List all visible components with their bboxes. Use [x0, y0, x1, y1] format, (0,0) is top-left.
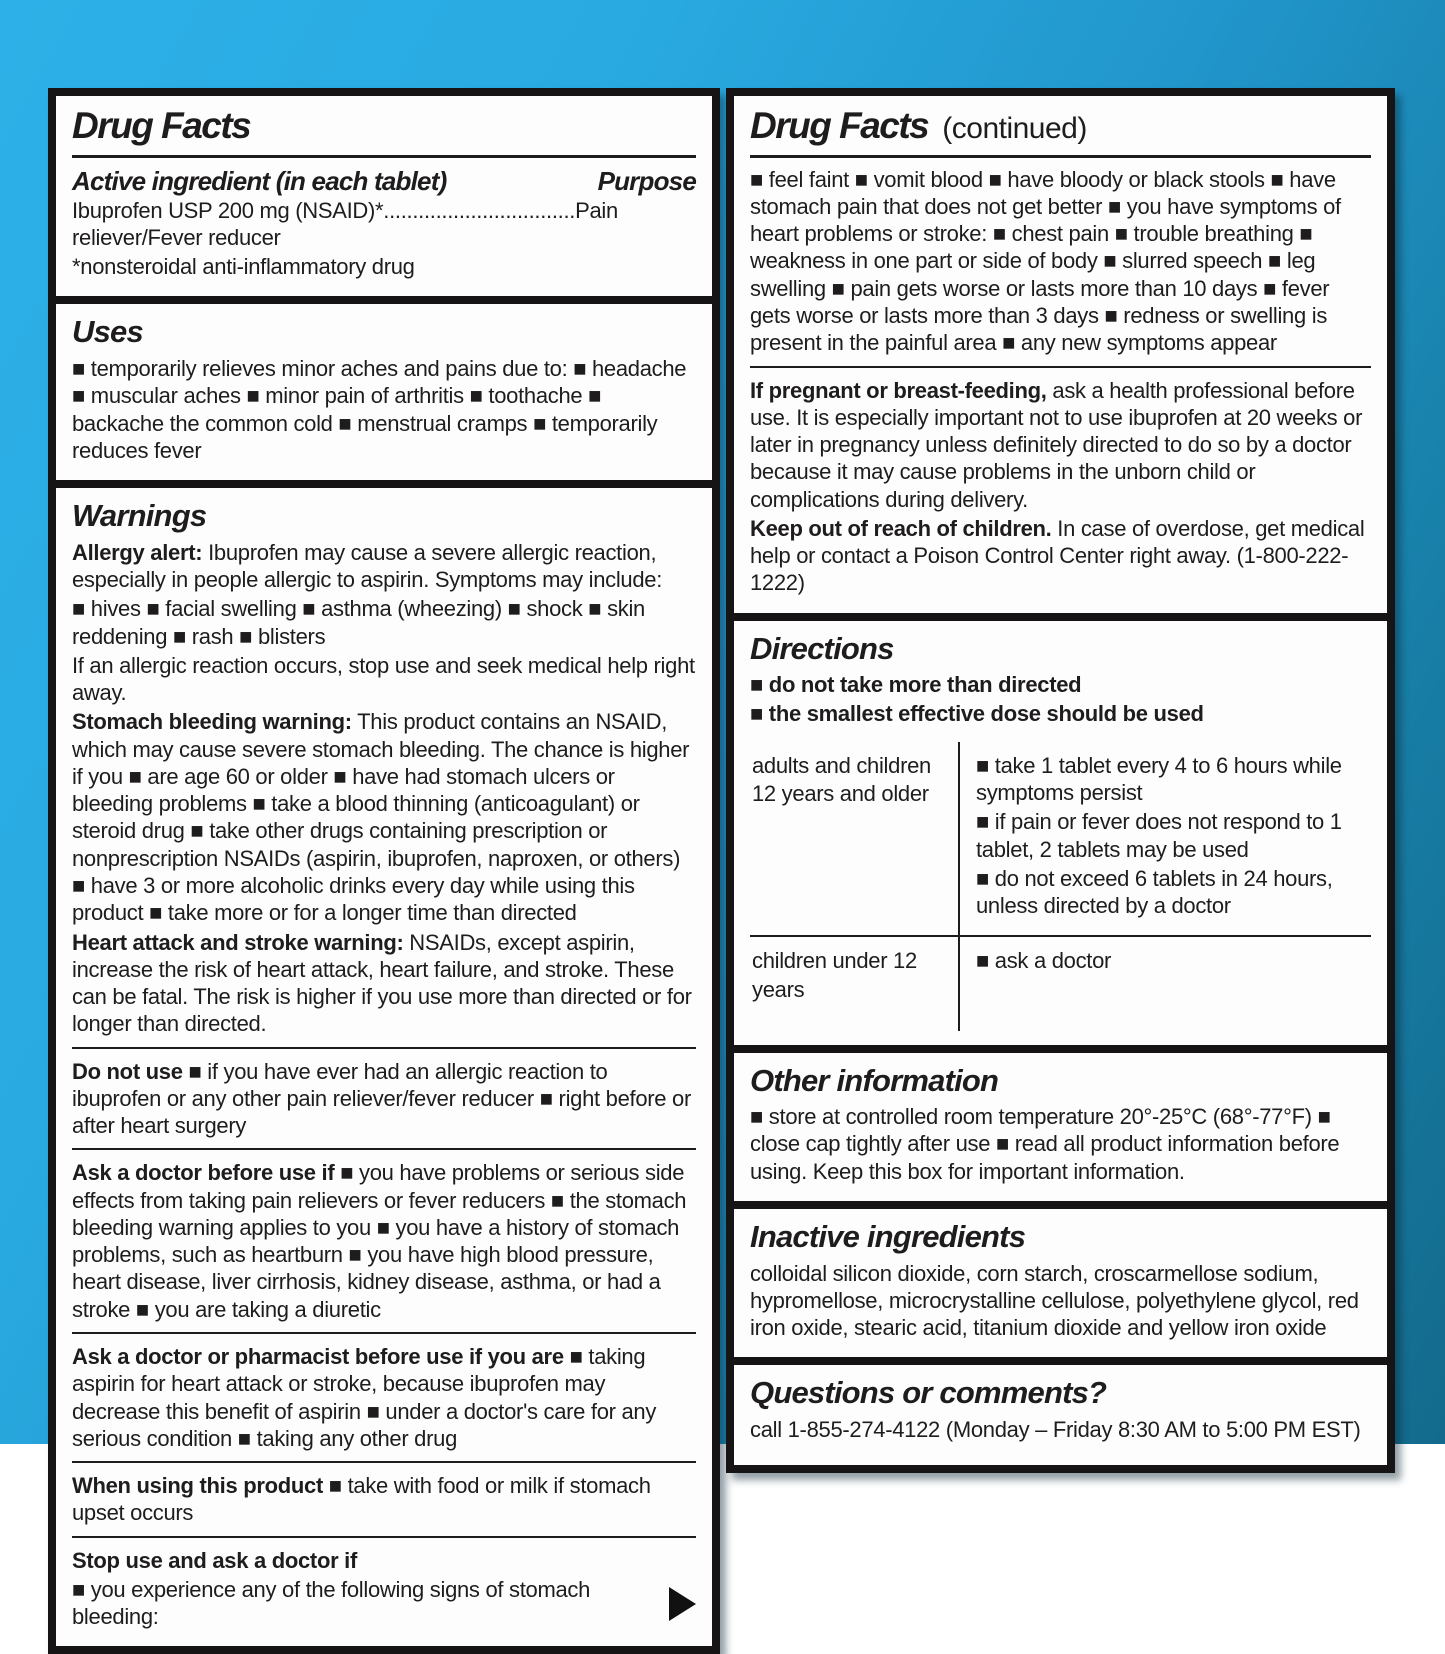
continued-bullets: ■ feel faint ■ vomit blood ■ have bloody or black stools ■ have stomach pain that does not get better ■ you have symptoms of heart problems or stroke: ■ chest pain ■ trouble breathing ■ weakness in one part or side of body ■ slurred speech ■ leg swelling ■ pain gets worse or lasts more than 10 days ■ fever gets worse or lasts more than 3 days ■ redness or swelling is present in the painful area ■ any new symptoms appear: [750, 166, 1341, 356]
allergy-reaction-note: If an allergic reaction occurs, stop use and seek medical help right away.: [72, 652, 695, 706]
uses-title: Uses: [72, 314, 143, 350]
drug-facts-continued-title: [750, 106, 1371, 147]
inactive-ingredients-section: [726, 1201, 1395, 1365]
divider: [72, 1148, 696, 1150]
uses-section: [48, 296, 720, 488]
active-ingredient-header-row: [72, 166, 696, 197]
directions-section: [726, 613, 1395, 1053]
active-ingredient-footnote: *nonsteroidal anti-inflammatory drug: [72, 254, 415, 280]
dosage-group-adults: adults and children 12 years and older: [752, 752, 931, 807]
table-row: [750, 937, 1371, 1030]
dosage-children-instructions: [958, 937, 1371, 1030]
do-not-use-paragraph: [72, 1058, 696, 1140]
dosage-adults-bullet-3: ■ do not exceed 6 tablets in 24 hours, unless directed by a doctor: [976, 865, 1333, 919]
questions-text: call 1-855-274-4122 (Monday – Friday 8:30 AM to 5:00 PM EST): [750, 1417, 1361, 1443]
allergy-symptoms-bullets: ■ hives ■ facial swelling ■ asthma (wheezing) ■ shock ■ skin reddening ■ rash ■ blisters: [72, 596, 645, 649]
stop-use-row: [72, 1576, 696, 1633]
directions-bullet-1: ■ do not take more than directed: [750, 672, 1082, 698]
stomach-bleeding-text: This product contains an NSAID, which may cause severe stomach bleeding. The chance is higher if you ■ are age 60 or older ■ have had stomach ulcers or bleeding problems ■ take a blood thinning (anticoagulant) or steroid drug ■ take other drugs containing prescription or nonprescription NSAIDs (aspirin, ibuprofen, naproxen, or others) ■ have 3 or more alcoholic drinks every day while using this product ■ take more or for a longer time than directed: [72, 709, 690, 926]
directions-title: Directions: [750, 630, 894, 666]
warnings-section: [48, 480, 720, 1654]
dosage-adults-instructions: [958, 742, 1371, 936]
stop-use-text: ■ you experience any of the following signs of stomach bleeding:: [72, 1576, 591, 1630]
right-column: [726, 88, 1395, 1473]
drug-facts-continued-section: [726, 88, 1395, 621]
allergy-alert-text: Ibuprofen may cause a severe allergic reaction, especially in people allergic to aspirin. Symptoms may include:: [72, 539, 663, 593]
pregnant-paragraph: [750, 377, 1371, 513]
inactive-ingredients-title: Inactive ingredients: [750, 1218, 1026, 1254]
when-using-paragraph: [72, 1472, 696, 1527]
other-information-section: [726, 1045, 1395, 1209]
other-information-text: ■ store at controlled room temperature 20°-25°C (68°-77°F) ■ close cap tightly after use ■ read all product information before using. Keep this box for important information.: [750, 1104, 1340, 1184]
pregnant-lead: If pregnant or breast-feeding,: [750, 377, 1047, 403]
ask-pharmacist-text: ■ taking aspirin for heart attack or stroke, because ibuprofen may decrease this benefit of aspirin ■ under a doctor's care for any serious condition ■ taking any other drug: [72, 1344, 657, 1451]
do-not-use-text: ■ if you have ever had an allergic reaction to ibuprofen or any other pain reliever/fever reducer ■ right before or after heart surgery: [72, 1058, 692, 1139]
divider: [750, 155, 1371, 158]
drug-facts-continued-title-main: Drug Facts: [750, 105, 929, 146]
warnings-title: Warnings: [72, 498, 207, 534]
questions-section: [726, 1357, 1395, 1473]
ask-doctor-text: ■ you have problems or serious side effects from taking pain relievers or fever reducers ■ the stomach bleeding warning applies to you ■ you have a history of stomach problems, such as heartburn ■ you have high blood pressure, heart disease, liver cirrhosis, kidney disease, asthma, or had a stroke ■ you are taking a diuretic: [72, 1160, 687, 1322]
stomach-bleeding-paragraph: [72, 708, 696, 926]
divider: [750, 366, 1371, 368]
pregnant-text: ask a health professional before use. It is especially important not to use ibuprofen at 20 weeks or later in pregnancy unless definitely directed to do so by a doctor because it may cause problems in the unborn child or complications during delivery.: [750, 377, 1363, 512]
active-ingredient-row: Ibuprofen USP 200 mg (NSAID)*.................................Pain reliever/Fever reducer: [72, 197, 618, 250]
divider: [72, 155, 696, 158]
dosage-table: [750, 742, 1371, 1031]
ask-doctor-paragraph: [72, 1159, 696, 1323]
continuation-arrow-icon: [669, 1587, 696, 1621]
keep-out-lead: Keep out of reach of children.: [750, 515, 1052, 541]
directions-bullet-2: ■ the smallest effective dose should be used: [750, 701, 1204, 727]
heart-attack-lead: Heart attack and stroke warning:: [72, 929, 404, 955]
do-not-use-lead: Do not use: [72, 1058, 183, 1084]
inactive-ingredients-text: colloidal silicon dioxide, corn starch, croscarmellose sodium, hypromellose, microcrystalline cellulose, polyethylene glycol, red iron oxide, stearic acid, titanium dioxide and yellow iron oxide: [750, 1260, 1359, 1341]
when-using-lead: When using this product: [72, 1473, 323, 1499]
stomach-bleeding-lead: Stomach bleeding warning:: [72, 709, 352, 735]
dosage-group-children: children under 12 years: [752, 948, 917, 1002]
allergy-alert-lead: Allergy alert:: [72, 539, 203, 565]
keep-out-text: In case of overdose, get medical help or contact a Poison Control Center right away. (1-800-222-1222): [750, 515, 1365, 596]
continued-label: (continued): [942, 112, 1087, 145]
drug-facts-title: Drug Facts: [72, 105, 251, 146]
stop-use-lead: Stop use and ask a doctor if: [72, 1547, 357, 1573]
divider: [72, 1461, 696, 1463]
drug-facts-header-section: [48, 88, 720, 304]
left-column: [48, 88, 720, 1654]
active-ingredient-heading: Active ingredient (in each tablet): [72, 165, 447, 196]
dosage-adults-bullet-1: ■ take 1 tablet every 4 to 6 hours while symptoms persist: [976, 752, 1342, 806]
divider: [72, 1536, 696, 1538]
heart-attack-text: NSAIDs, except aspirin, increase the risk of heart attack, heart failure, and stroke. These can be fatal. The risk is higher if you use more than directed or for longer than directed.: [72, 929, 692, 1037]
ask-pharmacist-lead: Ask a doctor or pharmacist before use if you are: [72, 1344, 564, 1369]
questions-title: Questions or comments?: [750, 1375, 1107, 1411]
dosage-children-bullet: ■ ask a doctor: [976, 948, 1112, 974]
ask-pharmacist-paragraph: [72, 1343, 696, 1452]
when-using-text: ■ take with food or milk if stomach upset occurs: [72, 1473, 651, 1526]
keep-out-paragraph: [750, 515, 1371, 597]
drug-facts-label: [48, 88, 1395, 1654]
heart-attack-paragraph: [72, 929, 696, 1038]
allergy-alert-paragraph: [72, 539, 696, 594]
uses-text: ■ temporarily relieves minor aches and pains due to: ■ headache ■ muscular aches ■ minor pain of arthritis ■ toothache ■ backache the common cold ■ menstrual cramps ■ temporarily reduces fever: [72, 356, 687, 463]
divider: [72, 1047, 696, 1049]
table-row: [750, 742, 1371, 938]
dosage-adults-bullet-2: ■ if pain or fever does not respond to 1 tablet, 2 tablets may be used: [976, 809, 1342, 862]
divider: [72, 1332, 696, 1334]
ask-doctor-lead: Ask a doctor before use if: [72, 1160, 335, 1186]
other-information-title: Other information: [750, 1062, 999, 1098]
purpose-heading: Purpose: [597, 165, 696, 196]
